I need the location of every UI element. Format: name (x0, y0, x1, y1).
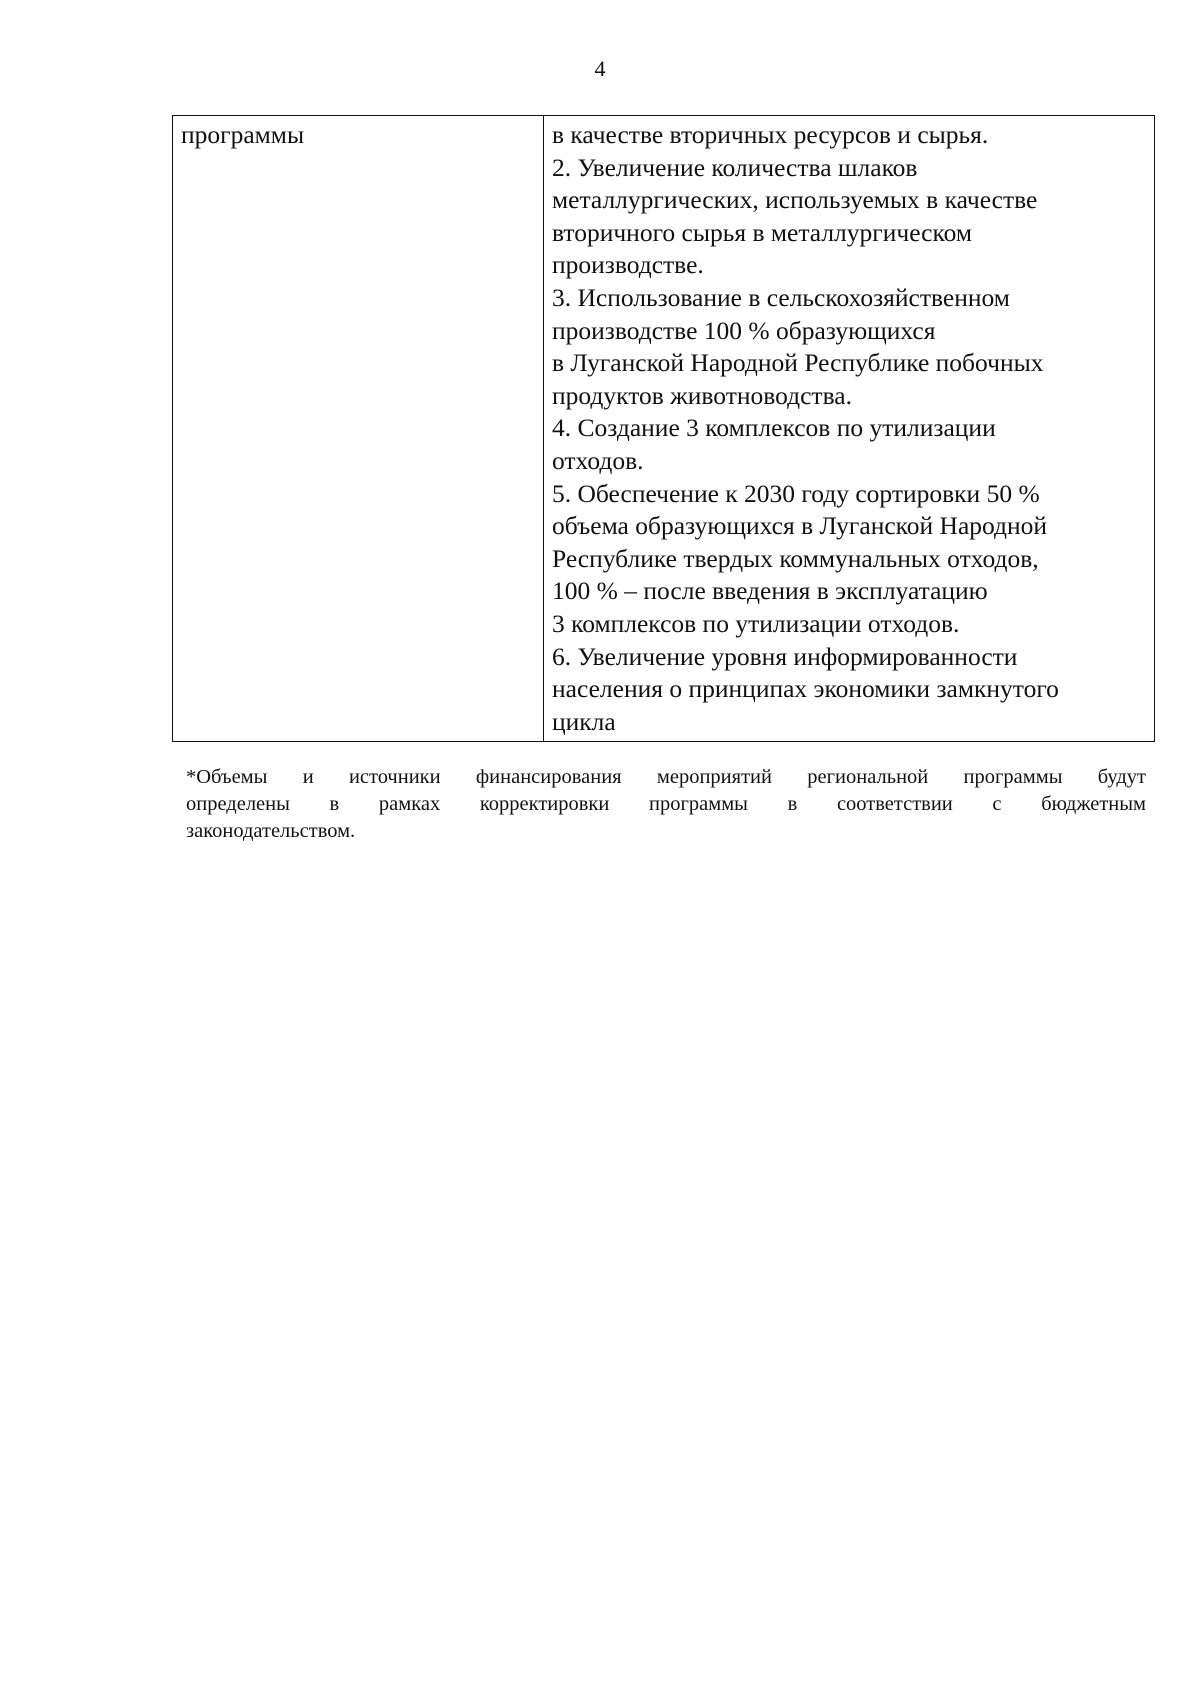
table-row (173, 116, 1155, 742)
content-line: 5. Обеспечение к 2030 году сортировки 50 % (552, 478, 1040, 508)
footnote-line: законодательством. (186, 820, 356, 842)
footnote-line: *Объемы и источники финансирования мероприятий региональной программы будут (186, 766, 1146, 788)
content-line: продуктов животноводства. (552, 380, 852, 410)
content-line: населения о принципах экономики замкнутого (552, 674, 1059, 704)
content-line: 4. Создание 3 комплексов по утилизации (552, 413, 996, 443)
footnote-line: определены в рамках корректировки программы в соответствии с бюджетным (186, 793, 1146, 815)
content-line: 2. Увеличение количества шлаков (552, 152, 918, 182)
page-number: 4 (594, 56, 606, 81)
content-line: в Луганской Народной Республике побочных (552, 348, 1044, 378)
footnote (186, 764, 1146, 845)
content-line: в качестве вторичных ресурсов и сырья. (552, 120, 989, 149)
content-line: производстве 100 % образующихся (552, 315, 936, 345)
content-line: 6. Увеличение уровня информированности (552, 641, 1018, 671)
content-line: Республике твердых коммунальных отходов, (552, 543, 1039, 573)
content-line: производстве. (552, 250, 704, 280)
content-line: отходов. (552, 445, 644, 475)
content-line: 3 комплексов по утилизации отходов. (552, 608, 960, 638)
content-line: 3. Использование в сельскохозяйственном (552, 282, 1010, 312)
cell-label-text: программы (181, 120, 305, 149)
content-line: металлургических, используемых в качестве (552, 185, 1038, 215)
content-line: объема образующихся в Луганской Народной (552, 511, 1048, 541)
program-passport-table (172, 115, 1155, 742)
content-line: 100 % – после введения в эксплуатацию (552, 576, 988, 606)
content-line: вторичного сырья в металлургическом (552, 217, 972, 247)
table-cell-label (173, 116, 544, 742)
content-line: цикла (552, 706, 616, 736)
table-cell-content (544, 116, 1155, 742)
